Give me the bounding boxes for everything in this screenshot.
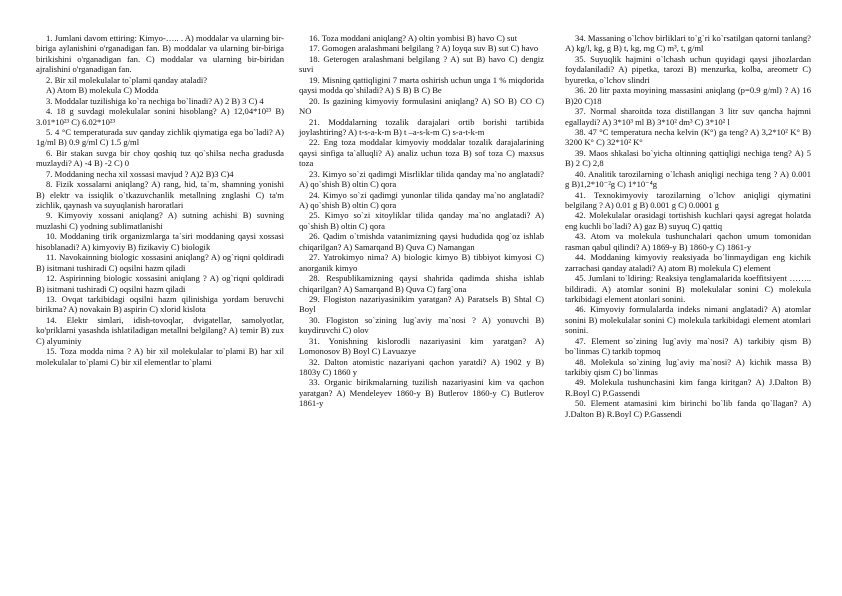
question-item: 36. 20 litr paxta moyining massasini aniqlang (p=0.9 g/ml) ? A) 16 B)20 C)18: [565, 85, 811, 106]
question-item: 26. Qadim o`tmishda vatanimizning qaysi hududida qog`oz ishlab chiqarilgan? A) Samarqand B) Quva C) Namangan: [299, 231, 544, 252]
question-item: 11. Navokainning biologic xossasini aniqlang? A) og`riqni qoldiradi B) isitmani tushiradi C) oqsilni hazm qiladi: [36, 252, 284, 273]
question-item: 45. Jumlani to`ldiring: Reaksiya tenglamalarida koeffitsiyent …….. bildiradi. A) atomlar sonini B) molekulalar sonini C) molekula tarkibidagi element atonlari sonini.: [565, 273, 811, 304]
question-item: 21. Moddalarning tozalik darajalari ortib borishi tartibida joylashtiring? A) t-s-a-k-m B) t –a-s-k-m C) s-a-t-k-m: [299, 116, 544, 137]
question-item: 46. Kimyoviy formulalarda indeks nimani anglatadi? A) atomlar sonini B) molekulalar sonini C) molekula tarkibidagi element atomlari sonini.: [565, 304, 811, 336]
question-item: 47. Element so`zining lug`aviy ma`nosi? A) tarkibiy qism B) bo`linmas C) tarkib topmoq: [565, 335, 811, 357]
question-item: 49. Molekula tushunchasini kim fanga kiritgan? A) J.Dalton B) R.Boyl C) P.Gassendi: [565, 377, 811, 398]
question-item: 5. 4 °C temperaturada suv qanday zichlik qiymatiga ega bo`ladi? A) 1g/ml B) 0.9 g/ml C) 1.5 g/ml: [36, 126, 284, 148]
question-item: 30. Flogiston so`zining lug`aviy ma`nosi ? A) yonuvchi B) kuydiruvchi C) olov: [299, 314, 544, 336]
question-item: 14. Elektr simlari, idish-tovoqlar, dvigatellar, samolyotlar, ko'priklarni yasashda ishlatiladigan metallni belgilang? A) temir B) zux C) alyuminiy: [36, 314, 284, 346]
question-item: 2. Bir xil molekulalar to`plami qanday ataladi?: [46, 74, 208, 85]
question-item: 24. Kimyo so`zi qadimgi yunonlar tilida qanday ma`no anglatadi? A) qo`shish B) oltin C) qora: [299, 189, 544, 210]
question-item: 44. Moddaning kimyoviy reaksiyada bo`linmaydigan eng kichik zarrachasi qanday ataladi? A) atom B) molekula C) element: [565, 252, 811, 273]
column-right: [565, 33, 811, 419]
question-item: 23. Kimyo so`zi qadimgi Misrliklar tilida qanday ma`no anglatadi? A) qo`shish B) oltin C) qora: [299, 168, 544, 190]
question-item: 17. Gomogen aralashmani belgilang ? A) loyqa suv B) sut C) havo: [309, 43, 539, 54]
question-item: 48. Molekula so`zining lug`aviy ma`nosi? A) kichik massa B) tarkibiy qism C) bo`linmas: [565, 356, 811, 377]
question-item: 10. Moddaning tirik organizmlarga ta`siri moddaning qaysi xossasi hisoblanadi? A) kimyoviy B) fizikaviy C) biologik: [36, 231, 284, 252]
question-item: 15. Toza modda nima ? A) bir xil molekulalar to`plami B) har xil molekulalar to`plami C) bir xil elementlar to`plami: [36, 346, 284, 367]
question-item: 38. 47 °C temperatura necha kelvin (K°) ga teng? A) 3,2*10² K° B) 3200 K° C) 32*10² K°: [565, 126, 811, 148]
column-middle: [299, 33, 544, 409]
question-item: 34. Massaning o`lchov birliklari to`g`ri ko`rsatilgan qatorni tanlang? A) kg/l, kg, g B) t, kg, mg C) m³, t, g/ml: [565, 33, 811, 54]
question-item: 35. Suyuqlik hajmini o`lchash uchun quyidagi qaysi jihozlardan foydalaniladi? A) pipetka, tarozi B) menzurka, kolba, areometr C) byuretka, o`lchov slindri: [565, 53, 811, 85]
question-item: 28. Respublikamizning qaysi shahrida qadimda shisha ishlab chiqarilgan? A) Samarqand B) Quva C) farg`ona: [299, 273, 544, 294]
question-item: 12. Aspirinning biologic xossasini aniqlang ? A) og`riqni qoldiradi B) isitmani tushiradi C) oqsilni hazm qiladi: [36, 273, 284, 294]
column-left: [36, 33, 284, 367]
question-item: 16. Toza moddani aniqlang? A) oltin yombisi B) havo C) sut: [309, 33, 518, 43]
question-item: 18. Geterogen aralashmani belgilang ? A) sut B) havo C) dengiz suvi: [299, 53, 544, 75]
question-item: 32. Dalton atomistic nazariyani qachon yaratdi? A) 1902 y B) 1803y C) 1860 y: [299, 356, 544, 377]
question-item: 1. Jumlani davom ettiring: Kimyo-….. . A) moddalar va ularning bir-biriga aylanishini o'rganadigan fan. B) moddalar va ularning bir-biriga birikishini o'rganadigan fan. C) moddalar va ularning bir-biridan ajralishini o'rganadigan fan.: [36, 33, 284, 75]
question-item: 31. Yonishning kislorodli nazariyasini kim yaratgan? A) Lomonosov B) Boyl C) Lavuazye: [299, 335, 544, 357]
question-item: 27. Yatrokimyo nima? A) biologic kimyo B) tibbiyot kimyosi C) anorganik kimyo: [299, 252, 544, 273]
question-item: 20. Is gazining kimyoviy formulasini aniqlang? A) SO B) CO C) NO: [299, 95, 544, 117]
question-item: 7. Moddaning necha xil xossasi mavjud ? A)2 B)3 C)4: [46, 168, 234, 179]
question-item: 40. Analitik tarozilarning o`lchash aniqligi nechiga teng ? A) 0.001 g B)1,2*10⁻²g C) 1*10⁻⁴g: [565, 168, 811, 190]
question-item: 25. Kimyo so`zi xitoyliklar tilida qanday ma`no anglatadi? A) qo`shish B) oltin C) qora: [299, 210, 544, 231]
question-item: A) Atom B) molekula C) Modda: [46, 85, 159, 96]
question-item: 22. Eng toza moddalar kimyoviy moddalar tozalik darajalarining qaysi sinfiga ta`alluqli? A) analiz uchun toza B) sof toza C) maxsus toza: [299, 137, 544, 169]
question-item: 8. Fizik xossalarni aniqlang? A) rang, hid, ta`m, shamning yonishi B) elektr va issiqlik o`tkazuvchanlik metallning znglashi C) ta'm zichlik, qaynash va suyuqlanish haroratlari: [36, 179, 284, 210]
question-item: 33. Organic birikmalarning tuzilish nazariyasini kim va qachon yaratgan? A) Mendeleyev 1860-y B) Butlerov 1860-y C) Butlerov 1861-y: [299, 377, 544, 409]
question-item: 29. Flogiston nazariyasinikim yaratgan? A) Paratsels B) Shtal C) Boyl: [299, 293, 544, 315]
question-item: 4. 18 g suvdagi molekulalar sonini hisoblang? A) 12,04*10²³ B) 3.01*10²³ C) 6.02*10²³: [36, 106, 284, 127]
question-item: 37. Normal sharoitda toza distillangan 3 litr suv qancha hajmni egallaydi? A) 3*10³ ml B) 3*10² dm³ C) 3*10² l: [565, 106, 811, 127]
question-item: 6. Bir stakan suvga bir choy qoshiq tuz qo`shilsa necha gradusda muzlaydi? A) -4 B) -2 C) 0: [36, 147, 284, 169]
question-item: 50. Element atamasini kim birinchi bo`lib fanda qo`llagan? A) J.Dalton B) R.Boyl C) P.Gassendi: [565, 398, 811, 419]
question-item: 13. Ovqat tarkibidagi oqsilni hazm qilinishiga yordam beruvchi birikma? A) novakain B) aspirin C) xlorid kislota: [36, 293, 284, 315]
question-item: 41. Texnokimyoviy tarozilarning o`lchov aniqligi qiymatini belgilang ? A) 0.01 g B) 0.001 g C) 0.0001 g: [565, 189, 811, 210]
question-item: 3. Moddalar tuzilishiga ko`ra nechiga bo`linadi? A) 2 B) 3 C) 4: [46, 95, 264, 106]
question-item: 19. Misning qattiqligini 7 marta oshirish uchun unga 1 % miqdorida qaysi modda qo`shiladi? A) S B) B C) Be: [299, 74, 544, 96]
question-item: 9. Kimyoviy xossani aniqlang? A) sutning achishi B) suvning muzlashi C) yodning sublimatlanishi: [36, 210, 284, 231]
question-item: 43. Atom va molekula tushunchalari qachon umum tomonidan rasman qabul qilindi? A) 1869-y B) 1860-y C) 1861-y: [565, 231, 811, 252]
question-item: 39. Maos shkalasi bo`yicha oltinning qattiqligi nechiga teng? A) 5 B) 2 C) 2,8: [565, 147, 811, 169]
question-item: 42. Molekulalar orasidagi tortishish kuchlari qaysi agregat holatda eng kuchli bo`ladi? A) gaz B) suyuq C) qattiq: [565, 210, 811, 231]
